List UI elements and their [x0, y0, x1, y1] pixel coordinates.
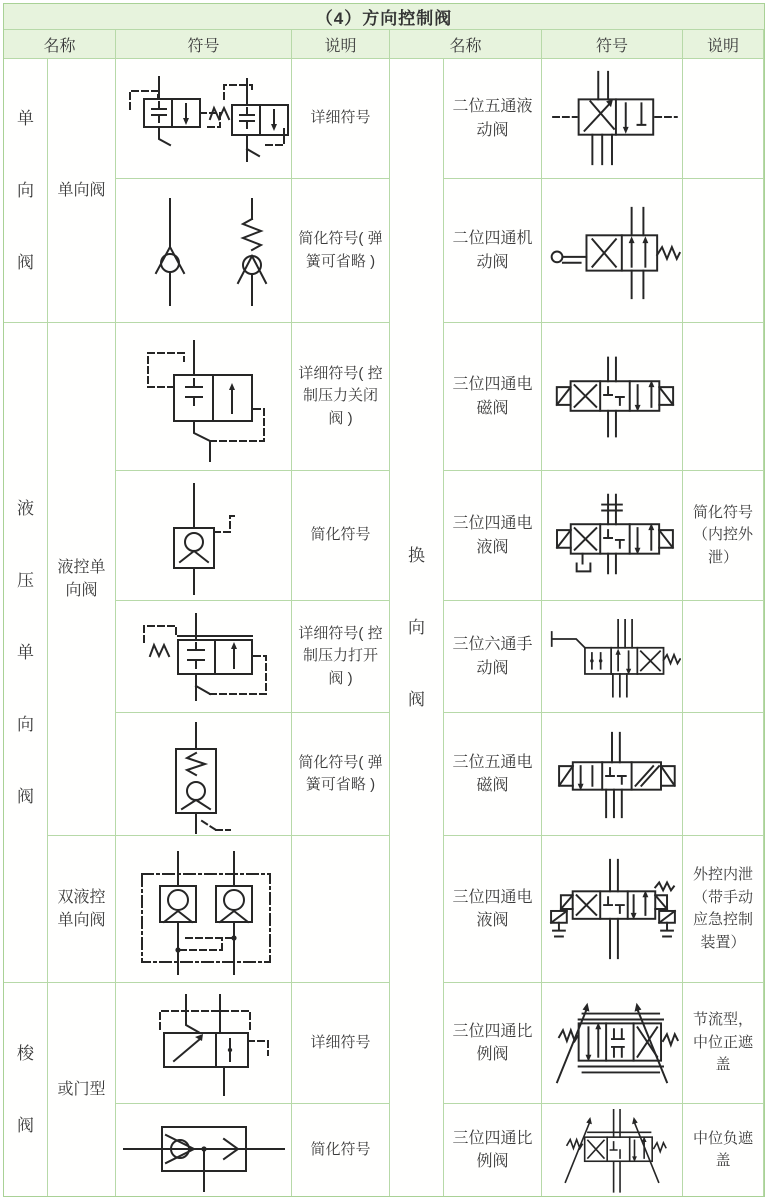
cell-desc [683, 713, 763, 835]
sym-check-valve-detailed [118, 69, 290, 169]
group-directional-valve: 换 向 阀 [390, 59, 443, 1196]
cell-desc [683, 601, 763, 712]
cell-name: 三位四通电液阀 [444, 471, 541, 600]
sym-pilot-check-simplified [118, 472, 290, 600]
cell-name: 三位四通电液阀 [444, 836, 541, 982]
subgroup-check-valve: 单向阀 [48, 59, 115, 322]
sym-double-pilot-check [118, 838, 290, 980]
cell-symbol [542, 323, 682, 470]
cell-desc: 详细符号( 控制压力打开阀 ) [292, 601, 389, 712]
cell-desc: 外控内泄（带手动应急控制装置） [683, 836, 763, 982]
group-check-valve: 单 向 阀 [4, 59, 47, 322]
cell-symbol [116, 601, 291, 712]
sym-pilot-check-close-detailed [118, 327, 290, 467]
cell-symbol [542, 713, 682, 835]
cell-desc: 详细符号( 控制压力关闭阀 ) [292, 323, 389, 470]
header-name-right: 名称 [390, 30, 541, 58]
cell-desc: 简化符号（内控外泄） [683, 471, 763, 600]
sym-3pos-4way-proportional-negative [543, 1105, 681, 1195]
cell-desc: 简化符号( 弹簧可省略 ) [292, 179, 389, 322]
cell-symbol [116, 983, 291, 1103]
cell-desc [292, 836, 389, 982]
cell-name: 三位五通电磁阀 [444, 713, 541, 835]
valve-table [3, 3, 765, 1197]
header-desc-right: 说明 [683, 30, 763, 58]
sym-2pos-5way-hydraulic [543, 66, 681, 172]
cell-symbol [116, 836, 291, 982]
cell-desc [683, 59, 763, 178]
cell-symbol [116, 179, 291, 322]
cell-desc: 详细符号 [292, 59, 389, 178]
sym-3pos-4way-proportional-throttle [543, 992, 681, 1094]
subgroup-double-pilot-check: 双液控单向阀 [48, 836, 115, 982]
header-desc-left: 说明 [292, 30, 389, 58]
table-grid [4, 30, 764, 1196]
table-title: （4）方向控制阀 [4, 4, 764, 29]
cell-name: 三位四通比例阀 [444, 1104, 541, 1196]
sym-3pos-6way-manual [543, 609, 681, 704]
cell-symbol [116, 323, 291, 470]
cell-symbol [542, 983, 682, 1103]
cell-desc [683, 323, 763, 470]
header-symbol-right: 符号 [542, 30, 682, 58]
cell-symbol [542, 836, 682, 982]
group-hydraulic-check-valve: 液 压 单 向 阀 [4, 323, 47, 982]
sym-pilot-check-open-detailed [118, 602, 290, 712]
subgroup-pilot-check-valve: 液控单向阀 [48, 323, 115, 835]
cell-symbol [116, 713, 291, 835]
cell-name: 三位六通手动阀 [444, 601, 541, 712]
sym-3pos-4way-electrohydraulic-external [543, 852, 681, 966]
sym-check-valve-simplified [118, 191, 290, 311]
cell-desc: 详细符号 [292, 983, 389, 1103]
cell-symbol [116, 59, 291, 178]
cell-symbol [542, 179, 682, 322]
group-shuttle-valve: 梭 阀 [4, 983, 47, 1196]
cell-symbol [116, 471, 291, 600]
sym-shuttle-simplified [118, 1105, 290, 1195]
cell-desc: 简化符号 [292, 1104, 389, 1196]
cell-desc: 简化符号 [292, 471, 389, 600]
cell-name: 三位四通电磁阀 [444, 323, 541, 470]
header-name-left: 名称 [4, 30, 115, 58]
cell-symbol [542, 601, 682, 712]
cell-desc [683, 179, 763, 322]
sym-shuttle-detailed [118, 987, 290, 1099]
cell-name: 二位四通机动阀 [444, 179, 541, 322]
cell-symbol [542, 471, 682, 600]
cell-symbol [542, 1104, 682, 1196]
cell-name: 二位五通液动阀 [444, 59, 541, 178]
sym-3pos-4way-solenoid [543, 351, 681, 443]
sym-2pos-4way-mechanical [543, 198, 681, 304]
subgroup-or-gate: 或门型 [48, 983, 115, 1196]
cell-symbol [542, 59, 682, 178]
sym-pilot-check-spring-simplified [118, 713, 290, 835]
cell-desc: 节流型，中位正遮盖 [683, 983, 763, 1103]
cell-desc: 中位负遮盖 [683, 1104, 763, 1196]
sym-3pos-5way-solenoid [543, 725, 681, 823]
cell-desc: 简化符号( 弹簧可省略 ) [292, 713, 389, 835]
header-symbol-left: 符号 [116, 30, 291, 58]
sym-3pos-4way-electrohydraulic-simplified [543, 481, 681, 591]
cell-symbol [116, 1104, 291, 1196]
cell-name: 三位四通比例阀 [444, 983, 541, 1103]
